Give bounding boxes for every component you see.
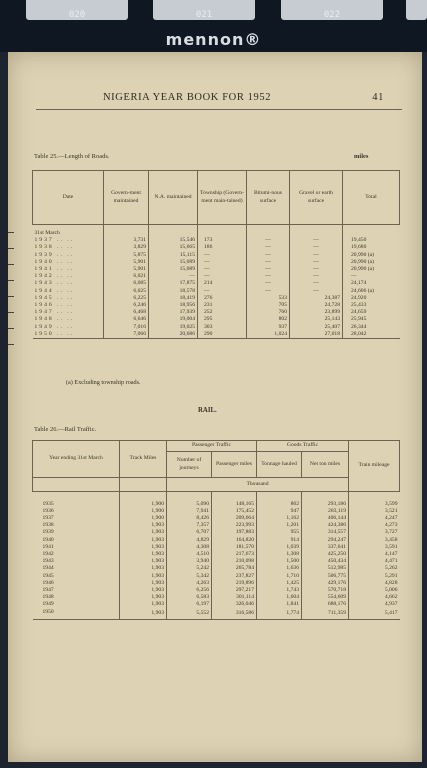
table-cell: 197,883 <box>212 529 257 536</box>
table-cell: 1950 <box>42 608 54 615</box>
table-cell: — <box>247 280 290 287</box>
table-cell: 181,570 <box>212 544 257 551</box>
table-cell: 5,901 <box>104 259 149 266</box>
page-edge-mark <box>8 264 14 265</box>
table-cell: 1949 <box>42 601 54 608</box>
rail-group-passenger: Passenger Traffic <box>167 441 257 452</box>
rail-col-passenger-miles: Passenger miles <box>212 452 257 478</box>
table-cell: 4,263 <box>167 580 212 587</box>
table-row <box>33 565 400 572</box>
table-cell: 5,090 <box>167 501 212 508</box>
table-cell: 4,247 <box>349 515 400 522</box>
table-cell: 1,162 <box>257 515 302 522</box>
table-cell: 3,591 <box>349 544 400 551</box>
roads-col-na: N.A. maintained <box>149 171 198 225</box>
table-cell: 209,664 <box>212 515 257 522</box>
table-cell: 293,186 <box>302 501 349 508</box>
table-cell: — <box>198 273 247 280</box>
table-cell: 1946 <box>42 579 54 586</box>
table-cell: 24,920 <box>343 295 400 302</box>
table-cell: 1,903 <box>120 594 167 601</box>
page-edge-mark <box>8 248 14 249</box>
table-cell: — <box>290 237 343 244</box>
table-cell: 4,510 <box>167 551 212 558</box>
table-cell: 1,841 <box>257 601 302 608</box>
table-cell: 5,552 <box>167 609 212 620</box>
table-row <box>33 273 400 280</box>
table-row <box>33 309 400 316</box>
table-cell: 4,147 <box>349 551 400 558</box>
table-cell: 688,176 <box>302 601 349 608</box>
roads-col-bituminous: Bitumi-nous surface <box>247 171 290 225</box>
table-cell: 25,945 <box>343 316 400 323</box>
table-cell: 24,606 (a) <box>343 288 400 295</box>
table-cell: 6,246 <box>104 302 149 309</box>
table-cell: 20,990 (a) <box>343 252 400 259</box>
table-cell: 24,387 <box>290 295 343 302</box>
roads-units-label: miles <box>354 153 369 160</box>
table-header-cell <box>33 478 120 492</box>
table-cell: 23,899 <box>290 309 343 316</box>
roads-footnote: (a) Excluding township roads. <box>66 379 141 386</box>
rail-col-year: Year ending 31st March <box>33 441 120 478</box>
table-cell: 326,046 <box>212 601 257 608</box>
table-cell: 20,686 <box>149 331 198 339</box>
table-cell: 6,583 <box>167 594 212 601</box>
table-cell: 506,775 <box>302 573 349 580</box>
table-cell: 1946 .. .. <box>34 302 75 309</box>
table-cell: 7,066 <box>104 331 149 339</box>
table-cell: 7,357 <box>167 522 212 529</box>
table-cell: 1,903 <box>120 580 167 587</box>
microfilm-frame-strip <box>0 0 427 52</box>
table-cell: 5,901 <box>104 266 149 273</box>
table-cell: — <box>198 259 247 266</box>
table-cell: 7,016 <box>104 324 149 331</box>
page-edge-mark <box>8 232 14 233</box>
table-cell: 1943 <box>42 558 54 565</box>
table-cell: 6,197 <box>167 601 212 608</box>
table-cell: 18,578 <box>149 288 198 295</box>
table-cell: 1,903 <box>120 573 167 580</box>
table-cell: — <box>198 252 247 259</box>
table-cell: 6,021 <box>104 273 149 280</box>
table-cell: 231 <box>198 302 247 309</box>
table-cell: 570,718 <box>302 587 349 594</box>
table-cell: 20,990 (a) <box>343 266 400 273</box>
table-cell: 276 <box>198 295 247 302</box>
table-cell <box>167 492 212 501</box>
table-cell: 214 <box>198 280 247 287</box>
table-cell: 5,242 <box>167 565 212 572</box>
table-cell: 1938 <box>42 522 54 529</box>
table-cell: 303 <box>198 324 247 331</box>
table-cell <box>343 225 400 238</box>
table-cell: 15,546 <box>149 237 198 244</box>
table-cell: 6,256 <box>167 587 212 594</box>
table-cell <box>247 225 290 238</box>
table-cell: 802 <box>247 316 290 323</box>
table-cell: 1938 .. .. <box>34 244 75 251</box>
table-cell: 15,089 <box>149 266 198 273</box>
table-cell: 148,165 <box>212 501 257 508</box>
table-cell: 5,262 <box>349 565 400 572</box>
table-cell: 533 <box>247 295 290 302</box>
table-cell: 1940 <box>42 536 54 543</box>
rail-col-tonnage: Tonnage hauled <box>257 452 302 478</box>
table-cell: 1935 <box>42 500 54 507</box>
table-cell: 424,386 <box>302 522 349 529</box>
table-cell: 1,201 <box>257 522 302 529</box>
table-cell: 15,089 <box>149 259 198 266</box>
table-cell: 1,900 <box>120 515 167 522</box>
table-cell: 947 <box>257 508 302 515</box>
table-cell: 1,743 <box>257 587 302 594</box>
table-cell: 1950 .. .. <box>34 330 75 337</box>
table-cell: — <box>247 259 290 266</box>
table-cell: 1,903 <box>120 609 167 620</box>
table-cell: — <box>198 288 247 295</box>
table-cell <box>349 492 400 501</box>
table-cell: 1942 <box>42 550 54 557</box>
table-cell: 955 <box>257 529 302 536</box>
table-cell <box>212 492 257 501</box>
table-cell: — <box>149 273 198 280</box>
table-cell <box>104 225 149 238</box>
table-cell: 24,174 <box>343 280 400 287</box>
table-cell: — <box>247 252 290 259</box>
table-row <box>33 280 400 287</box>
table-cell: 937 <box>247 324 290 331</box>
table-cell: 4,828 <box>349 580 400 587</box>
table-row <box>33 515 400 522</box>
table-cell: 20,990 (a) <box>343 259 400 266</box>
table-cell: 1,308 <box>257 551 302 558</box>
table-cell: 3,829 <box>104 244 149 251</box>
table-cell: 1948 <box>42 594 54 601</box>
table-cell: 314,557 <box>302 529 349 536</box>
table-cell: 4,829 <box>167 537 212 544</box>
table-cell <box>149 225 198 238</box>
table-cell: 6,225 <box>104 295 149 302</box>
table-row <box>33 580 400 587</box>
table-cell: 24,728 <box>290 302 343 309</box>
table-cell: 19,680 <box>343 244 400 251</box>
table-cell: 19,450 <box>343 237 400 244</box>
table-cell <box>257 492 302 501</box>
table-row <box>33 288 400 295</box>
table-cell: 1,903 <box>120 529 167 536</box>
table-cell: 297,217 <box>212 587 257 594</box>
table-cell: 1,710 <box>257 573 302 580</box>
table-cell: — <box>247 273 290 280</box>
table-cell: 5,875 <box>104 252 149 259</box>
roads-table <box>32 170 400 339</box>
table-cell: 1,903 <box>120 565 167 572</box>
roads-table-title: Table 25.—Length of Roads. <box>34 153 110 160</box>
table-cell: 1941 <box>42 543 54 550</box>
table-cell: 5,291 <box>349 573 400 580</box>
table-cell: 1940 .. .. <box>34 258 75 265</box>
rail-table <box>32 440 400 620</box>
table-cell: 429,176 <box>302 580 349 587</box>
table-row <box>33 316 400 323</box>
table-cell: 3,521 <box>349 508 400 515</box>
table-cell: — <box>290 280 343 287</box>
table-cell: 25,407 <box>290 324 343 331</box>
scanned-page <box>8 52 422 762</box>
table-cell: 1,500 <box>257 558 302 565</box>
table-cell: — <box>290 252 343 259</box>
table-cell: 316,586 <box>212 609 257 620</box>
running-head-title: NIGERIA YEAR BOOK FOR 1952 <box>103 92 272 103</box>
table-cell: — <box>290 273 343 280</box>
table-cell: 3,727 <box>349 529 400 536</box>
table-cell: 27,018 <box>290 331 343 339</box>
table-cell: 173 <box>198 237 247 244</box>
table-cell: — <box>247 288 290 295</box>
table-cell: 237,827 <box>212 573 257 580</box>
page-edge-mark <box>8 328 14 329</box>
rail-col-train-mileage: Train mileage <box>349 441 400 492</box>
table-cell: 17,875 <box>149 280 198 287</box>
table-row <box>33 544 400 551</box>
table-cell: 406,144 <box>302 515 349 522</box>
table-cell: 6,085 <box>104 280 149 287</box>
table-cell <box>33 492 120 501</box>
table-cell: — <box>290 259 343 266</box>
table-cell: 186 <box>198 244 247 251</box>
table-cell: 1947 .. .. <box>34 309 75 316</box>
table-row <box>33 551 400 558</box>
table-cell: 4,273 <box>349 522 400 529</box>
table-cell: 6,468 <box>104 309 149 316</box>
table-cell: 15,665 <box>149 244 198 251</box>
film-frame-thumb[interactable] <box>406 0 427 20</box>
table-cell: — <box>247 237 290 244</box>
table-cell: 4,662 <box>349 594 400 601</box>
table-row <box>33 609 400 620</box>
roads-section-label: 31st March <box>34 230 60 236</box>
table-cell: 1941 .. .. <box>34 266 75 273</box>
table-cell: 5,006 <box>349 587 400 594</box>
table-cell: 19,004 <box>149 316 198 323</box>
table-row <box>33 237 400 244</box>
table-cell: 1,903 <box>120 587 167 594</box>
page-number: 41 <box>372 92 384 103</box>
table-cell: 301,114 <box>212 594 257 601</box>
table-cell: 8,426 <box>167 515 212 522</box>
table-row <box>33 324 400 331</box>
roads-col-township: Township (Govern-ment main-tained) <box>198 171 247 225</box>
table-row <box>33 587 400 594</box>
table-cell <box>302 492 349 501</box>
table-row <box>33 244 400 251</box>
table-cell: 1939 <box>42 529 54 536</box>
table-row <box>33 302 400 309</box>
table-cell: 1,425 <box>257 580 302 587</box>
table-cell: 283,119 <box>302 508 349 515</box>
table-cell: 1939 .. .. <box>34 251 75 258</box>
table-cell: 5,342 <box>167 573 212 580</box>
roads-col-total: Total <box>343 171 400 225</box>
running-head-rule <box>36 109 402 110</box>
table-cell: 295 <box>198 316 247 323</box>
film-frame-number: 021 <box>195 10 213 20</box>
table-cell: 1947 <box>42 586 54 593</box>
table-cell: 1945 <box>42 572 54 579</box>
table-cell: 554,609 <box>302 594 349 601</box>
table-cell: 760 <box>247 309 290 316</box>
table-cell: 1,604 <box>257 594 302 601</box>
table-cell: 1942 .. .. <box>34 273 75 280</box>
table-cell: 1,900 <box>120 501 167 508</box>
page-edge-mark <box>8 296 14 297</box>
table-cell: 252 <box>198 309 247 316</box>
table-cell: 1,903 <box>120 551 167 558</box>
table-cell: 24,659 <box>343 309 400 316</box>
roads-col-government: Govern-ment maintained <box>104 171 149 225</box>
table-cell: 219,896 <box>212 580 257 587</box>
table-cell: 17,939 <box>149 309 198 316</box>
roads-col-date: Date <box>33 171 104 225</box>
table-cell <box>290 225 343 238</box>
table-row <box>33 331 400 339</box>
page-edge-mark <box>8 280 14 281</box>
table-cell: 1937 <box>42 514 54 521</box>
table-row <box>33 522 400 529</box>
table-cell: 3,940 <box>167 558 212 565</box>
table-cell: 15,115 <box>149 252 198 259</box>
table-cell: 1,903 <box>120 544 167 551</box>
table-cell: 210,098 <box>212 558 257 565</box>
table-cell: 25,433 <box>343 302 400 309</box>
table-cell: 4,937 <box>349 601 400 608</box>
table-cell: 3,458 <box>349 537 400 544</box>
table-cell: 1,903 <box>120 601 167 608</box>
table-row <box>33 537 400 544</box>
table-cell: 450,434 <box>302 558 349 565</box>
table-cell: 425,250 <box>302 551 349 558</box>
table-cell: 1949 .. .. <box>34 323 75 330</box>
table-cell: 18,956 <box>149 302 198 309</box>
table-cell: — <box>290 288 343 295</box>
table-cell: 1948 .. .. <box>34 316 75 323</box>
table-header-cell <box>120 478 167 492</box>
table-row <box>33 252 400 259</box>
table-row <box>33 601 400 608</box>
table-cell: 1,900 <box>120 508 167 515</box>
table-cell: 6,025 <box>104 288 149 295</box>
table-cell: 512,985 <box>302 565 349 572</box>
page-edge-mark <box>8 344 14 345</box>
table-cell: — <box>343 273 400 280</box>
rail-unit-label: Thousand <box>167 478 349 492</box>
table-cell: — <box>247 266 290 273</box>
table-cell: 862 <box>257 501 302 508</box>
table-cell: 3,599 <box>349 501 400 508</box>
rail-col-net-ton-miles: Net ton miles <box>302 452 349 478</box>
table-row <box>33 259 400 266</box>
table-cell: 1936 <box>42 507 54 514</box>
table-cell: 18,419 <box>149 295 198 302</box>
table-cell: — <box>247 244 290 251</box>
table-cell: 7,941 <box>167 508 212 515</box>
table-row <box>33 501 400 508</box>
table-cell: 1944 .. .. <box>34 287 75 294</box>
table-cell: 914 <box>257 537 302 544</box>
table-cell: 1937 .. .. <box>34 237 75 244</box>
rail-table-title: Table 26.—Rail Traffic. <box>34 426 97 433</box>
table-cell: 4,471 <box>349 558 400 565</box>
table-cell: 164,820 <box>212 537 257 544</box>
table-cell: 1944 <box>42 565 54 572</box>
table-cell: 1,903 <box>120 558 167 565</box>
table-cell: 19,025 <box>149 324 198 331</box>
rail-group-goods: Goods Traffic <box>257 441 349 452</box>
table-cell: 290 <box>198 331 247 339</box>
table-cell: 217,673 <box>212 551 257 558</box>
table-cell: 1943 .. .. <box>34 280 75 287</box>
film-frame-number: 020 <box>68 10 86 20</box>
table-cell: 1,636 <box>257 565 302 572</box>
table-cell: 265,784 <box>212 565 257 572</box>
table-cell: 175,452 <box>212 508 257 515</box>
table-cell: 711,359 <box>302 609 349 620</box>
film-frame-number: 022 <box>323 10 341 20</box>
page-edge-mark <box>8 312 14 313</box>
table-cell <box>198 225 247 238</box>
table-cell: 1,903 <box>120 537 167 544</box>
table-cell <box>120 492 167 501</box>
table-cell: — <box>198 266 247 273</box>
rail-section-heading: RAIL. <box>198 407 217 414</box>
table-cell: 25,143 <box>290 316 343 323</box>
table-row <box>33 573 400 580</box>
roads-col-gravel: Gravel or earth surface <box>290 171 343 225</box>
table-cell: 6,707 <box>167 529 212 536</box>
table-cell: 1,024 <box>247 331 290 339</box>
table-cell: 223,993 <box>212 522 257 529</box>
table-cell: — <box>290 244 343 251</box>
table-cell: 5,417 <box>349 609 400 620</box>
rail-col-track-miles: Track Miles <box>120 441 167 478</box>
table-cell: 1,903 <box>120 522 167 529</box>
table-cell: 28,042 <box>343 331 400 339</box>
table-row <box>33 295 400 302</box>
brand-logo: mennon® <box>165 30 262 49</box>
table-cell: 1,774 <box>257 609 302 620</box>
table-row <box>33 529 400 536</box>
table-row <box>33 594 400 601</box>
table-cell: 705 <box>247 302 290 309</box>
table-cell: — <box>290 266 343 273</box>
rail-col-journeys: Number of journeys <box>167 452 212 478</box>
table-cell: 6,646 <box>104 316 149 323</box>
table-row <box>33 508 400 515</box>
table-cell: 26,344 <box>343 324 400 331</box>
table-cell: 4,308 <box>167 544 212 551</box>
table-cell: 1945 .. .. <box>34 294 75 301</box>
table-row <box>33 558 400 565</box>
table-cell: 3,731 <box>104 237 149 244</box>
table-cell: 294,247 <box>302 537 349 544</box>
table-cell: 1,039 <box>257 544 302 551</box>
table-row <box>33 266 400 273</box>
table-cell: 337,641 <box>302 544 349 551</box>
